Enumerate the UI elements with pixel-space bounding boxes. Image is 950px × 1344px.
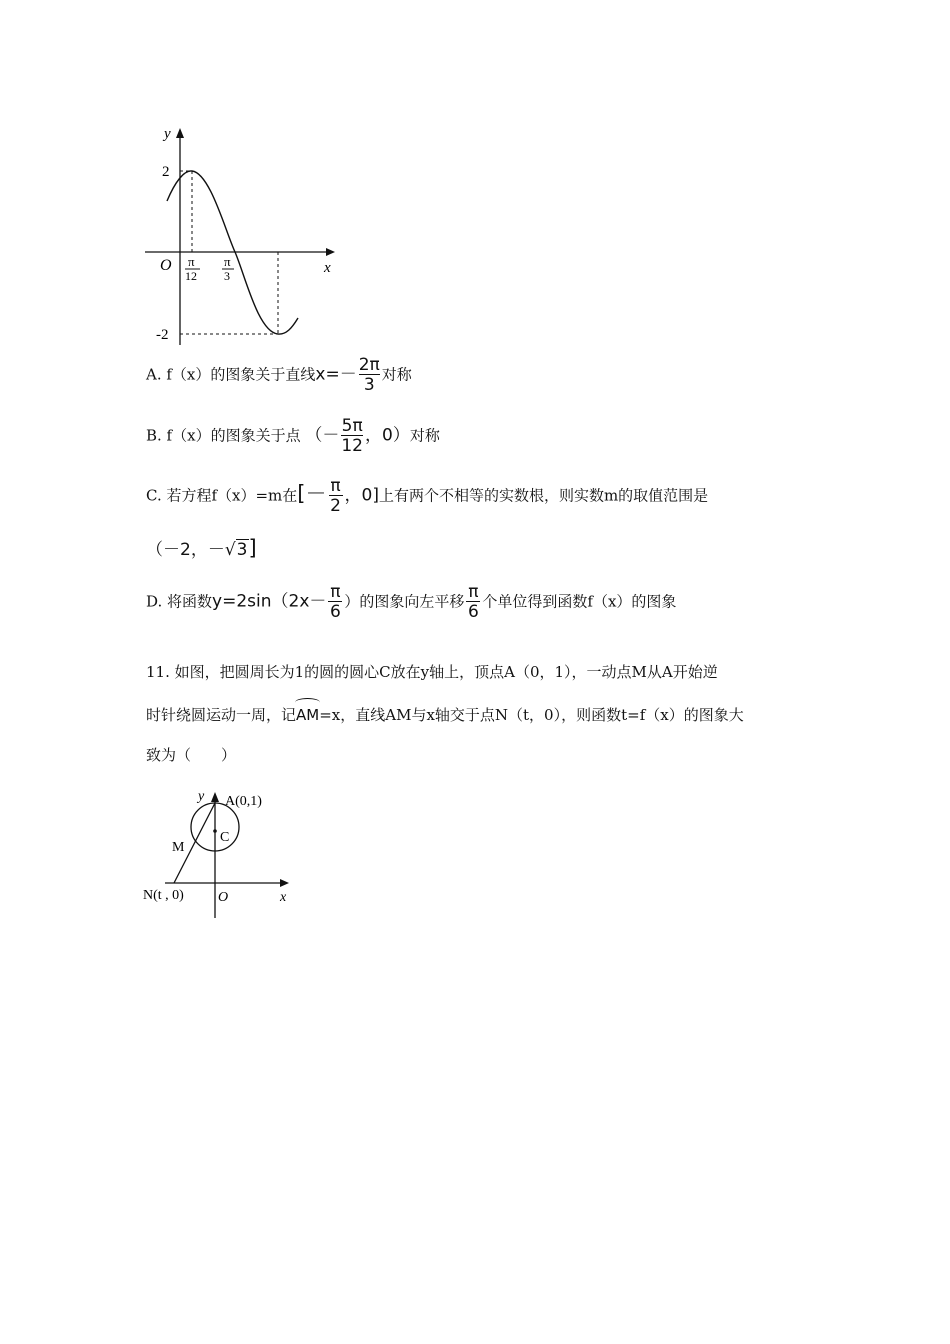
q11-line-2 bbox=[146, 703, 744, 727]
option-a-equation: x=－ bbox=[315, 364, 357, 385]
y-axis-label: y bbox=[198, 789, 205, 804]
option-c-bracket: [－ bbox=[297, 481, 327, 506]
center-point bbox=[213, 829, 217, 833]
sqrt-radicand: 3 bbox=[236, 540, 248, 560]
y-max-label: 2 bbox=[162, 164, 170, 180]
point-c-label: C bbox=[220, 830, 230, 845]
y-min-label: -2 bbox=[156, 327, 169, 343]
arc-am: AM bbox=[296, 703, 319, 727]
option-a-fraction bbox=[359, 356, 380, 395]
fraction-numerator: π bbox=[330, 582, 341, 602]
fraction-denominator: 2 bbox=[330, 496, 341, 516]
x-axis-label: x bbox=[324, 260, 331, 276]
point-n-label: N(t , 0) bbox=[143, 888, 184, 903]
option-b bbox=[146, 417, 440, 456]
option-b-lparen: （－ bbox=[305, 425, 340, 446]
option-c-range bbox=[146, 536, 257, 562]
option-b-mid: ，0） bbox=[365, 425, 410, 446]
fraction-numerator: 2π bbox=[358, 355, 380, 375]
option-d-mid: ）的图象向左平移 bbox=[344, 592, 465, 611]
tick1-denominator: 12 bbox=[185, 269, 197, 283]
option-c-fraction bbox=[329, 477, 343, 516]
option-d-fraction-2 bbox=[466, 583, 480, 622]
tick1-numerator: π bbox=[188, 254, 195, 269]
origin-label: O bbox=[218, 890, 229, 905]
fraction-denominator: 12 bbox=[341, 436, 363, 456]
x-axis-arrow bbox=[280, 879, 289, 887]
point-a-label: A(0,1) bbox=[225, 794, 262, 809]
sine-graph bbox=[140, 120, 350, 350]
circle-diagram bbox=[140, 785, 300, 920]
option-d-fraction-1 bbox=[328, 583, 342, 622]
option-c-suffix: 上有两个不相等的实数根，则实数m的取值范围是 bbox=[378, 486, 709, 505]
fraction-denominator: 6 bbox=[329, 602, 341, 622]
tick2-numerator: π bbox=[224, 254, 231, 269]
option-c-range-start: （－2，－ bbox=[146, 540, 225, 560]
y-axis-arrow bbox=[211, 792, 219, 802]
option-c-range-end: ] bbox=[248, 536, 257, 560]
option-d-text: D. 将函数 bbox=[146, 592, 213, 611]
origin-label: O bbox=[160, 257, 172, 274]
fraction-denominator: 3 bbox=[363, 375, 375, 395]
tick2-denominator: 3 bbox=[224, 269, 230, 283]
option-b-suffix: 对称 bbox=[409, 426, 440, 445]
q11-line-1: 11. 如图，把圆周长为1的圆的圆心C放在y轴上，顶点A（0，1），一动点M从A开始逆 bbox=[146, 663, 718, 681]
option-d-suffix: 个单位得到函数f（x）的图象 bbox=[482, 592, 677, 611]
x-axis-arrow bbox=[326, 248, 335, 256]
option-c-text: C. 若方程f（x）=m在 bbox=[146, 486, 298, 505]
option-c bbox=[146, 477, 708, 516]
y-axis-arrow bbox=[176, 128, 184, 138]
point-m-label: M bbox=[172, 840, 185, 855]
fraction-numerator: 5π bbox=[341, 416, 363, 436]
option-a-text: A. f（x）的图象关于直线 bbox=[146, 365, 316, 384]
fraction-denominator: 6 bbox=[467, 602, 479, 622]
option-d-function: y=2sin（2x－ bbox=[212, 591, 327, 612]
q11-line-2-end: =x，直线AM与x轴交于点N（t，0），则函数t=f（x）的图象大 bbox=[319, 706, 744, 724]
sqrt-expression: √3 bbox=[224, 540, 248, 560]
fraction-numerator: π bbox=[330, 476, 341, 496]
option-b-fraction bbox=[341, 417, 363, 456]
option-b-text: B. f（x）的图象关于点 bbox=[146, 426, 301, 445]
option-c-mid: ，0] bbox=[344, 485, 379, 506]
y-axis-label: y bbox=[164, 126, 171, 142]
fraction-numerator: π bbox=[468, 582, 479, 602]
option-d bbox=[146, 583, 676, 622]
option-a-suffix: 对称 bbox=[381, 365, 412, 384]
q11-line-2-start: 时针绕圆运动一周，记 bbox=[146, 706, 297, 724]
x-axis-label: x bbox=[280, 890, 287, 905]
q11-line-3: 致为（ ） bbox=[146, 746, 237, 764]
option-a bbox=[146, 356, 412, 395]
